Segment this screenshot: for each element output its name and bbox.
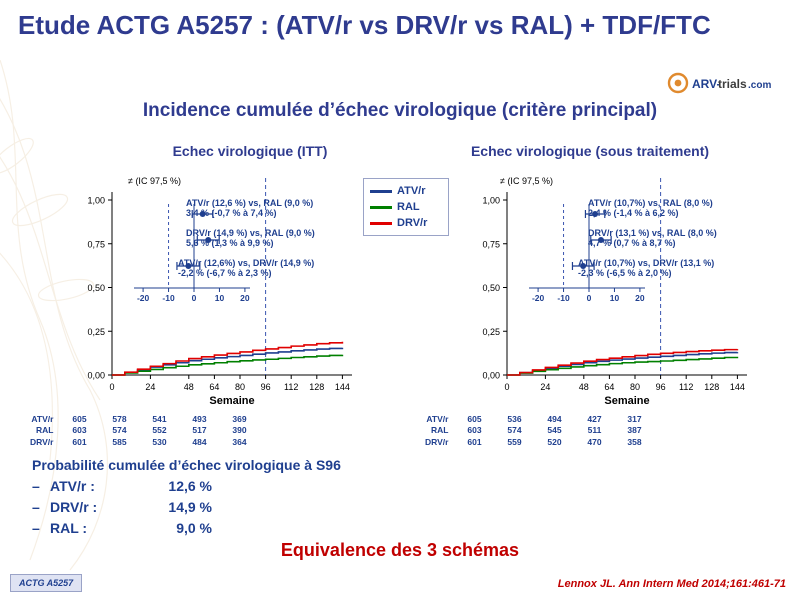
svg-text:0: 0 [504, 382, 510, 392]
svg-text:-20: -20 [531, 293, 545, 303]
ci-label-ot-3: ATV/r (10,7%) vs, DRV/r (13,1 %) [578, 258, 715, 268]
ci-value-ot-2: 4,7 % (0,7 % à 8,7 %) [588, 238, 676, 249]
summary-row-atvr [32, 476, 341, 497]
summary-value-1: 12,6 % [168, 478, 212, 494]
page-title: Etude ACTG A5257 : (ATV/r vs DRV/r vs RAL) + TDF/FTC [18, 10, 711, 40]
at-risk-arm-label: ATV/r [31, 414, 54, 424]
ci-label-itt-3: ATV/r (12,6%) vs, DRV/r (14,9 %) [178, 258, 315, 268]
at-risk-grid [30, 414, 259, 448]
at-risk-value: 578 [112, 414, 127, 424]
at-risk-value: 494 [547, 414, 562, 424]
at-risk-value: 585 [112, 436, 127, 447]
at-risk-value: 427 [587, 414, 602, 424]
at-risk-value: 603 [467, 425, 482, 436]
ci-value-itt-2: 5,6 % (1,3 % à 9,9 %) [186, 238, 274, 249]
summary-dash-1: – [32, 478, 40, 494]
svg-text:0,25: 0,25 [482, 326, 500, 337]
at-risk-value: 470 [587, 436, 602, 447]
at-risk-grid [425, 414, 654, 448]
svg-text:144: 144 [334, 382, 350, 392]
summary-value-2: 14,9 % [168, 499, 212, 515]
ci-value-itt-3: -2,2 % (-6,7 % à 2,3 %) [178, 268, 272, 279]
summary-heading: Probabilité cumulée d’échec virologique à S96 [32, 457, 341, 473]
svg-text:128: 128 [704, 382, 720, 392]
svg-text:-10: -10 [557, 293, 570, 303]
at-risk-value: 545 [547, 425, 562, 436]
svg-text:ARV-: ARV- [692, 77, 721, 91]
svg-text:0: 0 [586, 293, 592, 303]
at-risk-value: 387 [627, 425, 642, 436]
svg-text:.com: .com [748, 80, 772, 91]
svg-text:0,50: 0,50 [87, 283, 105, 293]
svg-text:24: 24 [145, 382, 156, 392]
legend-label-drvr: DRV/r [397, 217, 428, 229]
summary-name-1: ATV/r : [50, 478, 95, 494]
at-risk-value: 552 [152, 425, 167, 436]
at-risk-value: 517 [192, 425, 207, 436]
ci-text-itt-2 [186, 228, 315, 249]
summary-dash-2: – [32, 499, 40, 515]
ci-label-itt-2: DRV/r (14,9 %) vs, RAL (9,0 %) [186, 228, 315, 238]
legend-item-drvr [370, 215, 442, 231]
ci-text-ot-1 [588, 198, 713, 219]
at-risk-table-itt [30, 414, 259, 448]
at-risk-value: 603 [72, 425, 87, 436]
at-risk-value: 541 [152, 414, 167, 424]
at-risk-value: 574 [112, 425, 127, 436]
table-row [425, 437, 654, 448]
ci-text-itt-1 [186, 198, 313, 219]
footer-badge: ACTG A5257 [10, 574, 82, 592]
panel-title-itt: Echec virologique (ITT) [172, 143, 328, 159]
svg-text:24: 24 [540, 382, 551, 392]
svg-text:48: 48 [578, 382, 589, 392]
svg-text:64: 64 [604, 382, 615, 392]
at-risk-arm-label: ATV/r [426, 414, 449, 424]
ci-text-ot-2 [588, 228, 717, 249]
at-risk-value: 601 [72, 436, 87, 447]
legend-label-ral: RAL [397, 201, 420, 213]
svg-text:Semaine: Semaine [209, 395, 255, 407]
svg-text:80: 80 [234, 382, 246, 392]
at-risk-table-on-treatment [425, 414, 654, 448]
svg-text:-20: -20 [136, 293, 150, 303]
svg-text:0,75: 0,75 [482, 239, 500, 250]
summary-dash-3: – [32, 520, 40, 536]
summary-block [32, 455, 341, 539]
slide-subtitle: Incidence cumulée d’échec virologique (critère principal) [142, 100, 658, 121]
legend-item-atvr [370, 183, 442, 199]
legend-item-ral [370, 199, 442, 215]
summary-row-drvr [32, 497, 341, 518]
conclusion-text: Equivalence des 3 schémas [280, 540, 520, 560]
ci-value-ot-1: 2,4 % (-1,4 % à 6,2 %) [588, 208, 679, 219]
ci-text-ot-3 [578, 258, 714, 279]
at-risk-value: 601 [467, 436, 482, 447]
at-risk-value: 484 [192, 436, 207, 447]
svg-text:144: 144 [729, 382, 745, 392]
at-risk-value: 536 [507, 414, 522, 424]
ci-value-itt-1: 3,4 % (-0,7 % à 7,4 %) [186, 208, 277, 219]
ci-label-ot-1: ATV/r (10,7%) vs, RAL (8,0 %) [588, 198, 713, 208]
table-row [425, 414, 654, 425]
summary-name-2: DRV/r : [50, 499, 98, 515]
svg-text:128: 128 [309, 382, 325, 392]
svg-text:20: 20 [635, 293, 645, 303]
svg-text:112: 112 [284, 382, 299, 392]
svg-text:112: 112 [679, 382, 694, 392]
svg-text:trials: trials [718, 77, 747, 91]
svg-text:1,00: 1,00 [87, 195, 105, 206]
chart-legend [363, 178, 449, 236]
at-risk-value: 358 [627, 436, 642, 447]
ci-value-ot-3: -2,3 % (-6,5 % à 2,0 %) [578, 268, 672, 279]
svg-text:64: 64 [209, 382, 220, 392]
at-risk-value: 605 [467, 414, 482, 424]
svg-text:0,25: 0,25 [87, 326, 105, 337]
reference-citation: Lennox JL. Ann Intern Med 2014;161:461-71 [557, 578, 786, 590]
at-risk-value: 317 [627, 414, 642, 424]
at-risk-value: 605 [72, 414, 87, 424]
at-risk-value: 511 [587, 425, 602, 436]
ci-label-itt-1: ATV/r (12,6 %) vs, RAL (9,0 %) [186, 198, 314, 208]
svg-text:96: 96 [655, 382, 666, 392]
svg-text:0,75: 0,75 [87, 239, 105, 250]
at-risk-arm-label: RAL [430, 425, 449, 436]
legend-label-atvr: ATV/r [397, 185, 426, 197]
at-risk-value: 574 [507, 425, 522, 436]
table-row [425, 425, 654, 436]
at-risk-value: 530 [152, 436, 167, 447]
svg-text:48: 48 [183, 382, 194, 392]
at-risk-value: 369 [232, 414, 247, 424]
svg-text:Semaine: Semaine [604, 395, 650, 407]
svg-text:0,00: 0,00 [482, 370, 500, 381]
at-risk-value: 493 [192, 414, 207, 424]
ci-note-itt: ≠ (IC 97,5 %) [128, 176, 181, 186]
ci-text-itt-3 [178, 258, 314, 279]
legend-swatch-ral [370, 206, 392, 209]
svg-text:96: 96 [260, 382, 271, 392]
svg-text:0: 0 [109, 382, 115, 392]
ci-note-ot: ≠ (IC 97,5 %) [500, 176, 553, 186]
table-row [30, 425, 259, 436]
svg-text:0: 0 [191, 293, 197, 303]
table-row [30, 414, 259, 425]
at-risk-arm-label: DRV/r [425, 436, 449, 447]
at-risk-arm-label: DRV/r [30, 436, 54, 447]
ci-label-ot-2: DRV/r (13,1 %) vs, RAL (8,0 %) [588, 228, 717, 238]
at-risk-value: 520 [547, 436, 562, 447]
svg-text:0,50: 0,50 [482, 283, 500, 293]
svg-text:20: 20 [240, 293, 250, 303]
svg-text:0,00: 0,00 [87, 370, 105, 381]
panel-title-on-treatment: Echec virologique (sous traitement) [470, 143, 710, 159]
summary-value-3: 9,0 % [176, 520, 212, 536]
table-row [30, 437, 259, 448]
svg-text:-10: -10 [162, 293, 175, 303]
at-risk-value: 364 [232, 436, 247, 447]
at-risk-arm-label: RAL [35, 425, 54, 436]
summary-row-ral [32, 518, 341, 539]
svg-text:10: 10 [609, 293, 620, 303]
svg-text:10: 10 [214, 293, 225, 303]
at-risk-value: 559 [507, 436, 522, 447]
arv-trials-logo [666, 70, 786, 96]
legend-swatch-drvr [370, 222, 392, 225]
svg-text:80: 80 [629, 382, 641, 392]
svg-text:1,00: 1,00 [482, 195, 500, 206]
summary-name-3: RAL : [50, 520, 88, 536]
at-risk-value: 390 [232, 425, 247, 436]
legend-swatch-atvr [370, 190, 392, 193]
